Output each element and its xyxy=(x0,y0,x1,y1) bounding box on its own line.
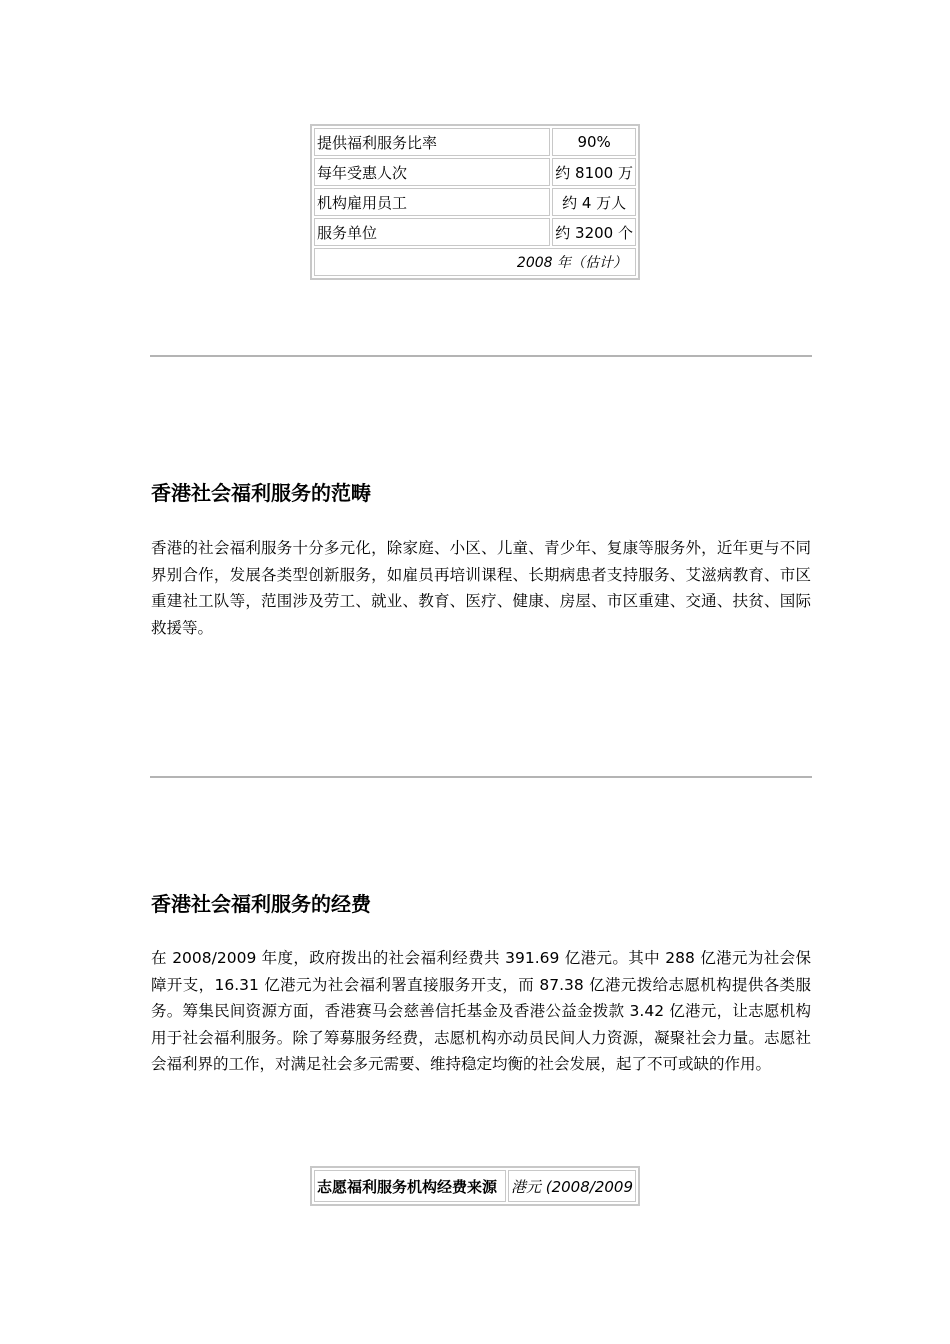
section-body-scope: 香港的社会福利服务十分多元化，除家庭、小区、儿童、青少年、复康等服务外，近年更与不同界别合作，发展各类型创新服务，如雇员再培训课程、长期病患者支持服务、艾滋病教育、市区重建社工队等，范围涉及劳工、就业、教育、医疗、健康、房屋、市区重建、交通、扶贫、国际救援等。 xyxy=(151,539,811,637)
horizontal-divider xyxy=(150,355,812,357)
table-row xyxy=(314,128,636,156)
table-note-row xyxy=(314,248,636,276)
table-row xyxy=(314,188,636,216)
table-note: 2008 年（估计） xyxy=(314,248,636,276)
stat-value: 约 4 万人 xyxy=(552,188,636,216)
stats-table xyxy=(310,124,640,280)
funding-source-table xyxy=(310,1166,640,1206)
stat-label: 服务单位 xyxy=(314,218,550,246)
stat-label: 每年受惠人次 xyxy=(314,158,550,186)
stat-value: 约 3200 个 xyxy=(552,218,636,246)
table-row xyxy=(314,218,636,246)
table-header-source: 志愿福利服务机构经费来源 xyxy=(314,1170,506,1202)
stat-label: 机构雇用员工 xyxy=(314,188,550,216)
stat-label: 提供福利服务比率 xyxy=(314,128,550,156)
section-title-funding: 香港社会福利服务的经费 xyxy=(151,892,371,916)
section-body-funding: 在 2008/2009 年度，政府拨出的社会福利经费共 391.69 亿港元。其中 288 亿港元为社会保障开支，16.31 亿港元为社会福利署直接服务开支，而 87.38 亿港元拨给志愿机构提供各类服务。筹集民间资源方面，香港赛马会慈善信托基金及香港公益金拨款 3.42 亿港元，让志愿机构用于社会福利服务。除了筹募服务经费，志愿机构亦动员民间人力资源，凝聚社会力量。志愿社会福利界的工作，对满足社会多元需要、维持稳定均衡的社会发展，起了不可或缺的作用。 xyxy=(151,949,811,1073)
horizontal-divider xyxy=(150,776,812,778)
stat-value: 约 8100 万 xyxy=(552,158,636,186)
table-row xyxy=(314,158,636,186)
table-header-currency: 港元 (2008/2009 xyxy=(508,1170,636,1202)
table-header-row xyxy=(314,1170,636,1202)
section-title-scope: 香港社会福利服务的范畴 xyxy=(151,481,371,505)
stat-value: 90% xyxy=(552,128,636,156)
